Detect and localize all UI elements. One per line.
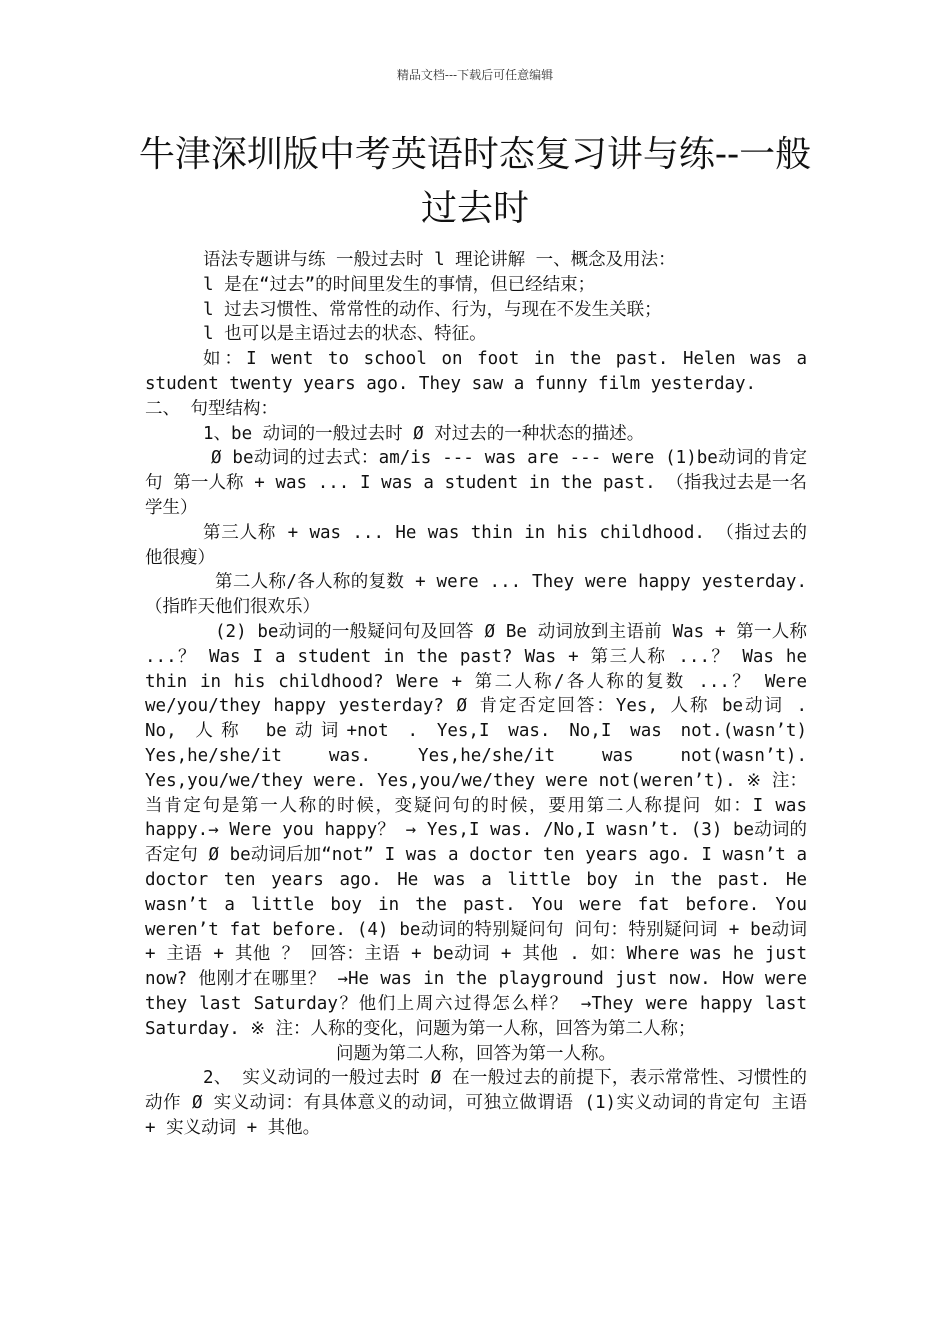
paragraph-example: 如：I went to school on foot in the past. Helen was a student twenty years ago. They saw a funny film yesterday.: [145, 349, 807, 394]
paragraph-questions: (2) be动词的一般疑问句及回答 Ø Be 动词放到主语前 Was + 第一人称 ...？ Was I a student in the past? Was + 第三人称 ...？ Was he thin in his childhood? Were + 第二人称/各人称的复数 ...？ Were we/you/they happy yesterday? Ø 肯定否定回答：Yes, 人称 be动词 . No, 人称 be动词+not . Yes,I was. No,I was not.(wasn’t) Yes,he/she/it was. Yes,he/she/it was not(wasn’t). Yes,you/we/they were. Yes,you/we/they were not(weren’t). ※ 注：当肯定句是第一人称的时候，变疑问句的时候，要用第二人称提问 如：I was happy.→ Were you happy？ → Yes,I was. /No,I wasn’t. (3) be动词的否定句 Ø be动词后加“not” I was a doctor ten years ago. I wasn’t a doctor ten years ago. He was a little boy in the past. He wasn’t a little boy in the past. You were fat before. You weren’t fat before. (4) be动词的特别疑问句 问句：特别疑问词 + be动词 + 主语 + 其他 ？ 回答：主语 + be动词 + 其他 . 如：Where was he just now? 他刚才在哪里？ →He was in the playground just now. How were they last Saturday？他们上周六过得怎么样？ →They were happy last Saturday. ※ 注：人称的变化，问题为第一人称，回答为第二人称；: [145, 621, 807, 1039]
document-body: [145, 248, 807, 1141]
paragraph-plural: 第二人称/各人称的复数 + were ... They were happy yesterday. （指昨天他们很欢乐）: [145, 572, 807, 618]
paragraph-third-person: 第三人称 + was ... He was thin in his childhood. （指过去的他很瘦）: [145, 522, 807, 568]
paragraph-usage-3: l 也可以是主语过去的状态、特征。: [203, 324, 487, 345]
paragraph-note-second-person: 问题为第二人称，回答为第一人称。: [336, 1043, 616, 1064]
document-title: 牛津深圳版中考英语时态复习讲与练--一般过去时: [138, 134, 812, 229]
paragraph-intro: 语法专题讲与练 一般过去时 l 理论讲解 一、概念及用法：: [203, 250, 676, 270]
paragraph-usage-1: l 是在“过去”的时间里发生的事情，但已经结束；: [203, 274, 596, 295]
section-heading-structure: 二、 句型结构：: [145, 398, 279, 419]
paragraph-be-verb: 1、be 动词的一般过去时 Ø 对过去的一种状态的描述。: [203, 423, 645, 444]
paragraph-be-past-forms: Ø be动词的过去式：am/is --- was are --- were (1)be动词的肯定句 第一人称 + was ... I was a student in the past. （指我过去是一名学生）: [145, 448, 807, 518]
page-header: 精品文档---下载后可任意编辑: [396, 68, 554, 82]
paragraph-usage-2: l 过去习惯性、常常性的动作、行为，与现在不发生关联；: [203, 299, 662, 320]
paragraph-notional-verb: 2、 实义动词的一般过去时 Ø 在一般过去的前提下，表示常常性、习惯性的动作 Ø 实义动词：有具体意义的动词，可独立做谓语 (1)实义动词的肯定句 主语 + 实义动词 + 其他。: [145, 1068, 807, 1138]
